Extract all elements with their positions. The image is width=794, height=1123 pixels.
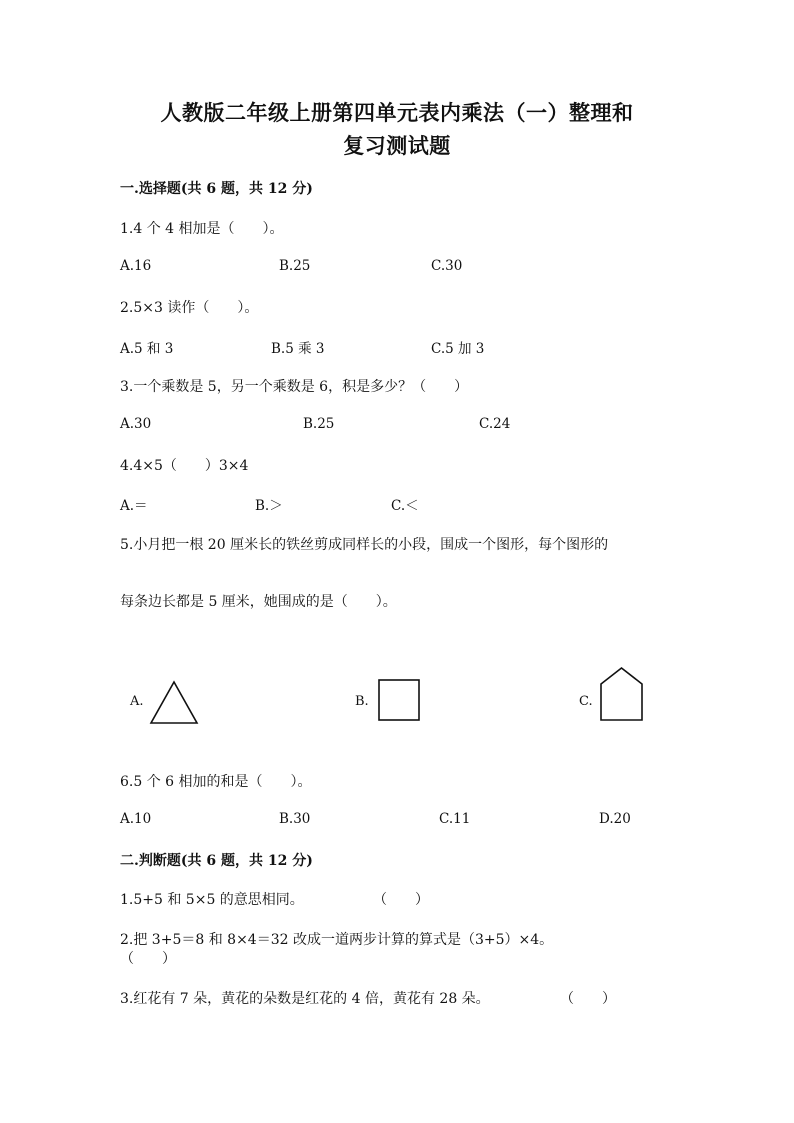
choice-question-5-line2: 每条边长都是 5 厘米，她围成的是（ ）。: [120, 594, 397, 610]
judge-question-2: 2.把 3+5＝8 和 8×4＝32 改成一道两步计算的算式是（3+5）×4。: [120, 932, 554, 948]
choice-q6-option-c[interactable]: C.11: [439, 811, 471, 827]
triangle-icon: [150, 681, 198, 724]
square-icon: [378, 679, 420, 721]
choice-q3-option-a[interactable]: A.30: [120, 416, 152, 432]
page-title-line2: 复习测试题: [343, 133, 451, 158]
judge-q3-answer-blank[interactable]: （ ）: [560, 991, 616, 1007]
judge-question-3: 3.红花有 7 朵，黄花的朵数是红花的 4 倍，黄花有 28 朵。: [120, 991, 490, 1007]
choice-q5-option-a[interactable]: A.: [130, 694, 144, 709]
choice-question-5-line1: 5.小月把一根 20 厘米长的铁丝剪成同样长的小段，围成一个图形，每个图形的: [120, 537, 609, 553]
section-heading-judge: 二.判断题(共 6 题，共 12 分): [120, 853, 313, 869]
choice-q1-option-a[interactable]: A.16: [120, 258, 152, 274]
choice-q1-option-b[interactable]: B.25: [279, 258, 311, 274]
choice-q5-option-c[interactable]: C.: [579, 694, 593, 709]
choice-q3-option-b[interactable]: B.25: [303, 416, 335, 432]
choice-q5-option-b[interactable]: B.: [355, 694, 369, 709]
pentagon-icon: [600, 667, 643, 721]
choice-q3-option-c[interactable]: C.24: [479, 416, 511, 432]
choice-question-2: 2.5×3 读作（ ）。: [120, 300, 259, 316]
page-title-line1: 人教版二年级上册第四单元表内乘法（一）整理和: [160, 100, 634, 125]
choice-q6-option-d[interactable]: D.20: [599, 811, 631, 827]
choice-question-6: 6.5 个 6 相加的和是（ ）。: [120, 774, 312, 790]
choice-q1-option-c[interactable]: C.30: [431, 258, 463, 274]
choice-q4-option-b[interactable]: B.＞: [255, 498, 283, 514]
choice-q6-option-b[interactable]: B.30: [279, 811, 311, 827]
choice-question-4: 4.4×5（ ）3×4: [120, 458, 249, 474]
choice-q2-option-c[interactable]: C.5 加 3: [431, 341, 485, 357]
judge-q1-answer-blank[interactable]: （ ）: [373, 892, 429, 908]
choice-q4-option-c[interactable]: C.＜: [391, 498, 419, 514]
judge-q2-answer-blank[interactable]: （ ）: [120, 951, 176, 967]
choice-q6-option-a[interactable]: A.10: [120, 811, 152, 827]
choice-q2-option-a[interactable]: A.5 和 3: [120, 341, 174, 357]
choice-question-1: 1.4 个 4 相加是（ ）。: [120, 221, 284, 237]
section-heading-choice: 一.选择题(共 6 题，共 12 分): [120, 181, 313, 197]
choice-q4-option-a[interactable]: A.＝: [120, 498, 148, 514]
choice-question-3: 3.一个乘数是 5，另一个乘数是 6，积是多少？（ ）: [120, 379, 469, 395]
judge-question-1: 1.5+5 和 5×5 的意思相同。: [120, 892, 304, 908]
choice-q2-option-b[interactable]: B.5 乘 3: [271, 341, 325, 357]
